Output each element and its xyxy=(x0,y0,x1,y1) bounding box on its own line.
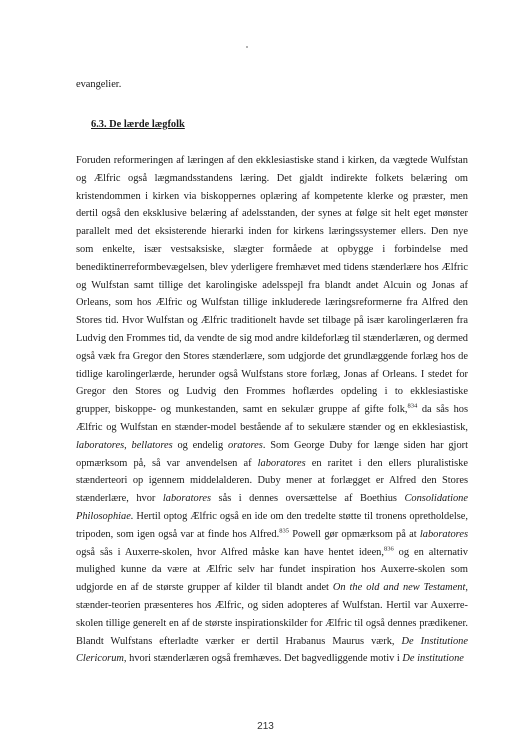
text-segment: benediktinerreformbevægelsen, blev yderligere fremhævet med tidens stænderlære hos Ælfric xyxy=(76,261,468,273)
text-line xyxy=(76,597,468,615)
italic-term: Consolidatione xyxy=(404,493,468,505)
footnote-reference: 836 xyxy=(383,545,394,553)
text-line xyxy=(76,188,468,206)
text-segment: grupper, biskoppe- og munkestanden, samt en sekulær gruppe af gifte folk, xyxy=(76,404,408,416)
text-segment: . Som George Duby for længe siden har gjort xyxy=(262,439,468,451)
text-line xyxy=(76,526,468,544)
italic-term: laboratores xyxy=(419,528,468,540)
text-line xyxy=(76,259,468,277)
text-segment: Hertil optog Ælfric også en ide om den tredelte støtte til tronens opretholdelse, xyxy=(133,510,468,522)
text-line xyxy=(76,615,468,633)
text-line xyxy=(76,437,468,455)
text-line xyxy=(76,401,468,419)
text-segment: stænderteori op igennem middelalderen. Duby mener at forlægget er Alfred den Stores xyxy=(76,475,468,487)
italic-term: De institutione xyxy=(402,653,464,665)
text-segment: og en alternativ xyxy=(393,546,468,558)
text-line xyxy=(76,277,468,295)
italic-term: laboratores xyxy=(162,493,212,505)
text-segment: udgjorde en af de største grupper af kilder til blandt andet xyxy=(76,582,333,594)
text-line xyxy=(76,330,468,348)
italic-term: Philosophiae. xyxy=(76,510,134,522)
text-segment: stænderlære, hvor xyxy=(76,493,163,505)
text-line xyxy=(76,223,468,241)
text-line xyxy=(76,348,468,366)
text-line xyxy=(76,205,468,223)
text-segment: Ludvig den Frommes tid, da vendte de sig mod andre kildeforlæg til stænderlæren, og dermed xyxy=(76,332,468,344)
page-number: 213 xyxy=(257,721,274,732)
text-segment: sås i dennes oversættelse af Boethius xyxy=(211,493,405,505)
text-line xyxy=(76,241,468,259)
text-segment: tidlige karolingerlærde, herunder også Wulfstans store forlæg, Jonas af Orleans. I stedet for xyxy=(76,368,468,380)
text-segment: og Wulfstan samt tillige det karolingiske adelsspejl fra blandt andet Alcuin og Jonas af xyxy=(76,279,468,291)
page-mark xyxy=(246,46,248,48)
italic-term: bellatores xyxy=(131,439,173,451)
text-segment: da sås hos xyxy=(417,404,468,416)
text-line xyxy=(76,472,468,490)
text-segment: kristendommen i kirken via biskoppernes oplæring af kompetente klerke og præster, men xyxy=(76,190,468,202)
text-segment: Blandt Wulfstans efterladte værker er dertil Hrabanus Maurus værk, xyxy=(76,635,402,647)
previous-paragraph-end: evangelier. xyxy=(76,79,122,90)
italic-term: Clericorum xyxy=(76,653,124,665)
text-line xyxy=(76,633,468,651)
text-line xyxy=(76,312,468,330)
text-segment: parallelt med det eksisterende hierarki inden for kirkens læringssystemer ellers. Den nye xyxy=(76,226,468,238)
text-line xyxy=(76,490,468,508)
text-line xyxy=(76,544,468,562)
text-segment: og Ælfric også lægmandsstandens læring. Det gjaldt indirekte folkets belæring om xyxy=(76,172,468,184)
text-line xyxy=(76,366,468,384)
text-line xyxy=(76,170,468,188)
text-segment: Gregor den Stores og Ludvig den Frommes hoflærdes opdeling i to ekklesiastiske xyxy=(76,386,468,398)
text-segment: opmærksom på, så var anvendelsen af xyxy=(76,457,258,469)
italic-term: oratores xyxy=(228,439,263,451)
text-line xyxy=(76,579,468,597)
text-segment: tripoden, som igen også var at finde hos Alfred. xyxy=(76,528,280,540)
text-segment: Stores tid. Hvor Wulfstan og Ælfric traditionelt havde set tilbage på især karolingerlæren fra xyxy=(76,315,468,327)
text-segment: skolen tillige generelt en af de største inspirationskilder for Ælfric til også dennes prædikener. xyxy=(76,617,468,629)
italic-term: De Institutione xyxy=(401,635,468,647)
italic-term: On the old and new Testament xyxy=(332,582,466,594)
footnote-reference: 835 xyxy=(279,527,289,535)
text-line xyxy=(76,383,468,401)
text-segment: som enkelte, især vestsaksiske, slægter formåede at opbygge i forbindelse med xyxy=(76,243,468,255)
text-segment: , xyxy=(465,582,468,594)
text-segment: stænder-teorien præsenteres hos Ælfric, og siden adopteres af Wulfstan. Hertil var Auxerre- xyxy=(76,599,468,611)
text-segment: dertil også den eksklusive belæring af adelsstanden, der synes at følge sit helt eget mønster xyxy=(76,208,468,220)
italic-term: laboratores xyxy=(257,457,306,469)
body-paragraph xyxy=(76,152,468,668)
text-segment: mulighed kunne da være at Ælfric selv har fundet inspiration hos Auxerre-skolen som xyxy=(76,564,468,576)
text-line xyxy=(76,152,468,170)
text-line xyxy=(76,561,468,579)
text-line xyxy=(76,419,468,437)
text-segment: en raritet i den ellers pluralistiske xyxy=(305,457,468,469)
text-line xyxy=(76,294,468,312)
text-segment: Foruden reformeringen af læringen af den ekklesiastiske stand i kirken, da vægtede Wulfstan xyxy=(76,155,468,166)
text-line xyxy=(76,455,468,473)
text-line xyxy=(76,650,468,668)
section-heading: 6.3. De lærde lægfolk xyxy=(91,119,185,130)
footnote-reference: 834 xyxy=(407,402,418,410)
text-segment: Orleans, som hos Ælfric og Wulfstan tillige inkluderede læringsreformerne fra Alfred den xyxy=(76,297,468,309)
text-segment: også sås i Auxerre-skolen, hvor Alfred måske kan have hentet ideen, xyxy=(76,546,384,558)
text-segment: , xyxy=(124,439,132,451)
italic-term: laboratores xyxy=(76,439,125,451)
text-line xyxy=(76,508,468,526)
text-segment: Ælfric og Wulfstan en stænder-model bestående af to sekulære stænder og en ekklesiastisk, xyxy=(76,421,468,433)
text-segment: Powell gør opmærksom på at xyxy=(288,528,420,540)
text-segment: , hvori stænderlæren også fremhæves. Det bagvedliggende motiv i xyxy=(123,653,403,665)
text-segment: og endelig xyxy=(172,439,228,451)
text-segment: også væk fra Gregor den Stores stænderlære, som udgjorde det grundlæggende forlæg hos de xyxy=(76,350,468,362)
